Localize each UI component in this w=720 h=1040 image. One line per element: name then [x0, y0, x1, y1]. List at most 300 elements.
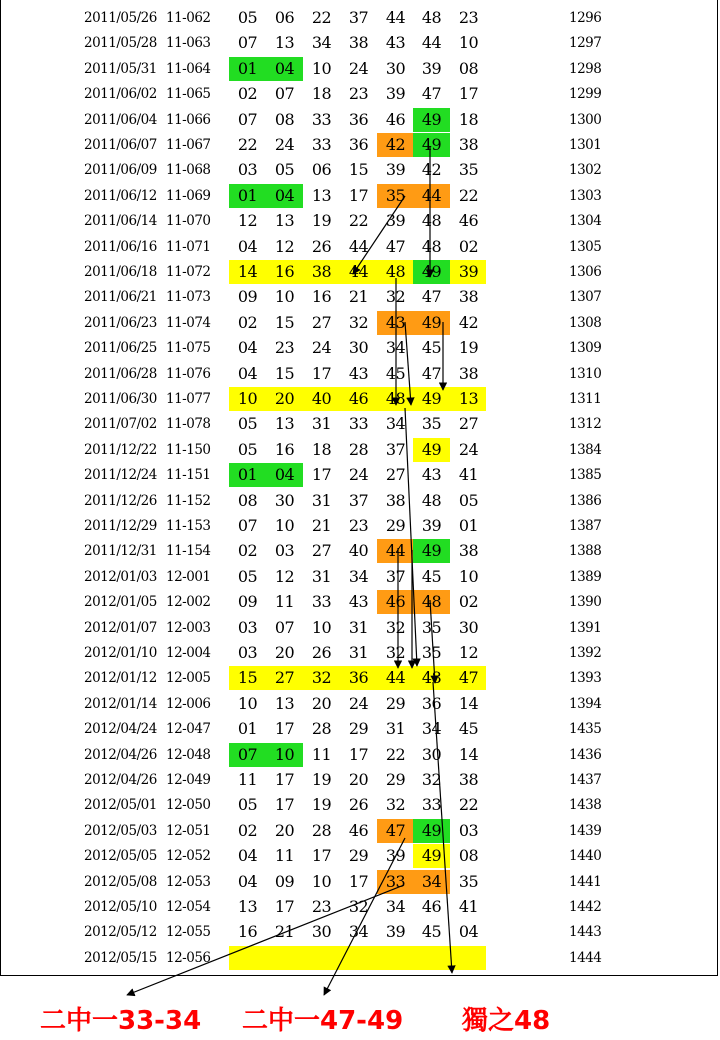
drawn-number: 07 — [237, 516, 258, 535]
issue-code: 11-063 — [166, 35, 211, 52]
table-row — [0, 412, 720, 437]
draw-number: 1442 — [569, 899, 602, 915]
issue-code: 12-006 — [166, 695, 211, 712]
drawn-number: 13 — [274, 33, 295, 53]
draw-number: 1391 — [569, 619, 602, 636]
drawn-number: 21 — [348, 287, 369, 307]
drawn-number: 10 — [274, 516, 295, 535]
draw-date: 2012/05/05 — [84, 848, 157, 865]
issue-code: 11-077 — [166, 391, 211, 407]
drawn-number: 46 — [377, 590, 414, 614]
drawn-number: 17 — [348, 744, 369, 764]
drawn-number: 29 — [385, 770, 406, 789]
issue-code: 12-056 — [166, 949, 211, 966]
drawn-number: 33 — [311, 135, 332, 154]
drawn-number: 19 — [311, 770, 332, 789]
drawn-number: 47 — [377, 819, 414, 843]
drawn-number: 39 — [385, 922, 406, 942]
draw-date: 2011/12/31 — [84, 543, 157, 560]
drawn-number: 48 — [421, 668, 442, 688]
issue-code: 11-062 — [166, 10, 211, 26]
drawn-number: 31 — [311, 414, 332, 434]
draw-number: 1444 — [569, 949, 602, 966]
drawn-number: 34 — [385, 414, 406, 434]
drawn-number: 22 — [458, 795, 479, 815]
drawn-number: 32 — [348, 312, 369, 332]
drawn-number: 46 — [421, 897, 442, 916]
drawn-number: 08 — [274, 109, 295, 129]
table-row — [0, 57, 720, 82]
annotation-labels — [0, 1000, 720, 1040]
drawn-number: 29 — [348, 846, 369, 866]
table-row — [0, 235, 720, 260]
drawn-number — [266, 946, 303, 970]
drawn-number: 44 — [385, 668, 406, 688]
drawn-number — [340, 946, 377, 970]
drawn-number: 29 — [385, 516, 406, 535]
drawn-number: 48 — [385, 262, 406, 281]
drawn-number: 30 — [458, 617, 479, 637]
issue-code: 11-072 — [166, 264, 211, 280]
drawn-number: 36 — [348, 109, 369, 129]
drawn-number: 03 — [458, 820, 479, 840]
drawn-number: 39 — [385, 211, 406, 231]
issue-code: 12-055 — [166, 924, 211, 941]
table-row — [0, 514, 720, 539]
drawn-number: 05 — [274, 160, 295, 180]
drawn-number: 04 — [266, 463, 303, 487]
drawn-number: 03 — [237, 160, 258, 180]
issue-code: 12-048 — [166, 746, 211, 763]
drawn-number: 38 — [311, 262, 332, 281]
drawn-number: 04 — [266, 57, 303, 81]
draw-date: 2011/12/26 — [84, 492, 157, 509]
draw-number: 1302 — [569, 162, 602, 179]
drawn-number: 18 — [458, 109, 479, 129]
drawn-number: 16 — [237, 922, 258, 942]
issue-code: 12-004 — [166, 645, 211, 661]
draw-date: 2011/06/04 — [84, 111, 157, 128]
drawn-number: 40 — [348, 541, 369, 561]
table-row — [0, 438, 720, 463]
draw-number: 1385 — [569, 467, 602, 484]
drawn-number: 24 — [458, 439, 479, 459]
table-row — [0, 362, 720, 387]
draw-date: 2012/05/08 — [84, 873, 157, 890]
drawn-number: 38 — [458, 287, 479, 307]
drawn-number: 05 — [237, 439, 258, 459]
draw-date: 2012/01/07 — [84, 619, 157, 636]
draw-date: 2012/01/14 — [84, 695, 157, 712]
drawn-number: 37 — [385, 566, 406, 586]
drawn-number: 12 — [237, 211, 258, 231]
drawn-number: 16 — [311, 287, 332, 307]
draw-number: 1389 — [569, 568, 602, 585]
draw-date: 2011/12/24 — [84, 467, 157, 484]
drawn-number: 17 — [348, 185, 369, 205]
draw-date: 2011/06/23 — [84, 314, 157, 331]
drawn-number: 23 — [458, 8, 479, 27]
draw-number: 1305 — [569, 238, 602, 255]
drawn-number: 39 — [385, 846, 406, 866]
drawn-number: 22 — [311, 8, 332, 27]
drawn-number: 33 — [421, 795, 442, 815]
issue-code: 12-003 — [166, 619, 211, 636]
drawn-number: 22 — [458, 185, 479, 205]
drawn-number: 15 — [274, 312, 295, 332]
draw-number: 1438 — [569, 797, 602, 814]
drawn-number: 36 — [348, 135, 369, 154]
issue-code: 11-075 — [166, 340, 211, 357]
draw-number: 1296 — [569, 10, 602, 26]
draw-number: 1439 — [569, 822, 602, 839]
drawn-number: 43 — [421, 465, 442, 485]
table-row — [0, 743, 720, 768]
drawn-number: 24 — [348, 58, 369, 78]
drawn-number: 11 — [237, 770, 258, 789]
table-row — [0, 387, 720, 412]
drawn-number: 39 — [385, 160, 406, 180]
issue-code: 11-078 — [166, 416, 211, 433]
drawn-number: 02 — [458, 592, 479, 612]
table-row — [0, 692, 720, 717]
draw-number: 1437 — [569, 772, 602, 788]
draw-date: 2011/12/29 — [84, 518, 157, 534]
issue-code: 11-154 — [166, 543, 211, 560]
drawn-number: 05 — [237, 414, 258, 434]
drawn-number: 20 — [274, 643, 295, 662]
drawn-number: 30 — [274, 490, 295, 510]
drawn-number: 17 — [311, 363, 332, 383]
draw-number: 1298 — [569, 60, 602, 77]
drawn-number: 32 — [385, 287, 406, 307]
drawn-number: 05 — [237, 8, 258, 27]
drawn-number: 29 — [348, 719, 369, 739]
drawn-number: 44 — [377, 539, 414, 563]
drawn-number: 49 — [413, 133, 450, 157]
drawn-number — [413, 946, 450, 970]
draw-number: 1311 — [569, 391, 602, 407]
draw-number: 1301 — [569, 137, 602, 153]
draw-number: 1310 — [569, 365, 602, 382]
drawn-number: 17 — [458, 84, 479, 104]
drawn-number: 42 — [421, 160, 442, 180]
drawn-number: 45 — [421, 566, 442, 586]
drawn-number: 01 — [458, 516, 479, 535]
issue-code: 12-047 — [166, 721, 211, 738]
drawn-number: 02 — [237, 820, 258, 840]
table-row — [0, 311, 720, 336]
issue-code: 11-076 — [166, 365, 211, 382]
table-row — [0, 285, 720, 310]
drawn-number: 33 — [348, 414, 369, 434]
drawn-number: 11 — [274, 592, 295, 612]
drawn-number: 31 — [348, 617, 369, 637]
drawn-number: 44 — [413, 184, 450, 208]
draw-number: 1312 — [569, 416, 602, 433]
drawn-number: 12 — [274, 236, 295, 256]
drawn-number: 42 — [458, 312, 479, 332]
issue-code: 12-052 — [166, 848, 211, 865]
drawn-number: 26 — [348, 795, 369, 815]
drawn-number: 35 — [421, 617, 442, 637]
table-row — [0, 844, 720, 869]
drawn-number: 31 — [311, 566, 332, 586]
drawn-number: 27 — [311, 541, 332, 561]
drawn-number: 32 — [311, 668, 332, 688]
table-row — [0, 666, 720, 691]
drawn-number: 10 — [311, 58, 332, 78]
drawn-number: 38 — [385, 490, 406, 510]
drawn-number: 34 — [348, 922, 369, 942]
table-row — [0, 717, 720, 742]
drawn-number: 32 — [421, 770, 442, 789]
drawn-number: 05 — [237, 566, 258, 586]
draw-date: 2011/05/31 — [84, 60, 157, 77]
draw-date: 2012/01/10 — [84, 645, 157, 661]
drawn-number: 38 — [458, 541, 479, 561]
drawn-number: 46 — [458, 211, 479, 231]
issue-code: 12-001 — [166, 568, 211, 585]
table-row — [0, 920, 720, 945]
drawn-number: 19 — [458, 338, 479, 358]
draw-date: 2012/04/26 — [84, 772, 157, 788]
drawn-number: 45 — [421, 338, 442, 358]
drawn-number: 11 — [274, 846, 295, 866]
drawn-number: 32 — [385, 643, 406, 662]
drawn-number: 49 — [413, 539, 450, 563]
drawn-number: 02 — [237, 84, 258, 104]
issue-code: 11-066 — [166, 111, 211, 128]
draw-date: 2011/06/16 — [84, 238, 157, 255]
draw-number: 1394 — [569, 695, 602, 712]
drawn-number: 47 — [385, 236, 406, 256]
drawn-number: 22 — [348, 211, 369, 231]
draw-date: 2012/01/12 — [84, 670, 157, 687]
issue-code: 11-074 — [166, 314, 211, 331]
label-pair-47-49: 二中一47-49 — [242, 1006, 404, 1036]
drawn-number: 30 — [385, 58, 406, 78]
label-pair-33-34: 二中一33-34 — [40, 1006, 202, 1036]
drawn-number: 17 — [274, 770, 295, 789]
draw-number: 1384 — [569, 441, 602, 458]
drawn-number: 33 — [377, 870, 414, 894]
drawn-number: 48 — [421, 236, 442, 256]
issue-code: 12-053 — [166, 873, 211, 890]
draw-date: 2011/06/14 — [84, 213, 157, 230]
draw-number: 1306 — [569, 264, 602, 280]
drawn-number: 10 — [458, 33, 479, 53]
drawn-number: 23 — [274, 338, 295, 358]
drawn-number: 04 — [237, 871, 258, 891]
issue-code: 12-054 — [166, 899, 211, 915]
drawn-number: 27 — [385, 465, 406, 485]
drawn-number: 49 — [413, 108, 450, 132]
issue-code: 12-002 — [166, 594, 211, 611]
draw-number: 1307 — [569, 289, 602, 306]
drawn-number: 26 — [311, 236, 332, 256]
drawn-number: 01 — [229, 57, 266, 81]
drawn-number: 37 — [385, 439, 406, 459]
drawn-number: 38 — [458, 363, 479, 383]
drawn-number: 48 — [413, 590, 450, 614]
drawn-number: 05 — [237, 795, 258, 815]
drawn-number: 23 — [311, 897, 332, 916]
table-row — [0, 565, 720, 590]
drawn-number: 23 — [348, 516, 369, 535]
draw-number: 1303 — [569, 187, 602, 204]
drawn-number: 04 — [458, 922, 479, 942]
drawn-number: 30 — [421, 744, 442, 764]
drawn-number: 08 — [458, 58, 479, 78]
drawn-number: 49 — [413, 260, 450, 284]
drawn-number: 34 — [311, 33, 332, 53]
drawn-number — [450, 946, 487, 970]
drawn-number: 09 — [237, 287, 258, 307]
issue-code: 11-151 — [166, 467, 211, 484]
drawn-number: 34 — [385, 897, 406, 916]
drawn-number: 01 — [229, 184, 266, 208]
issue-code: 11-070 — [166, 213, 211, 230]
drawn-number: 11 — [311, 744, 332, 764]
drawn-number: 32 — [385, 617, 406, 637]
drawn-number: 46 — [348, 820, 369, 840]
drawn-number: 38 — [348, 33, 369, 53]
draw-date: 2011/06/02 — [84, 86, 157, 103]
drawn-number: 45 — [421, 922, 442, 942]
drawn-number: 15 — [348, 160, 369, 180]
drawn-number: 38 — [458, 770, 479, 789]
drawn-number: 07 — [229, 743, 266, 767]
drawn-number: 17 — [274, 897, 295, 916]
drawn-number: 39 — [458, 262, 479, 281]
drawn-number: 39 — [421, 516, 442, 535]
drawn-number: 17 — [348, 871, 369, 891]
drawn-number: 28 — [348, 439, 369, 459]
drawn-number: 20 — [311, 693, 332, 713]
drawn-number: 07 — [274, 84, 295, 104]
drawn-number: 10 — [311, 617, 332, 637]
draw-number: 1387 — [569, 518, 602, 534]
issue-code: 12-049 — [166, 772, 211, 788]
drawn-number: 03 — [274, 541, 295, 561]
drawn-number: 31 — [348, 643, 369, 662]
drawn-number: 39 — [421, 58, 442, 78]
drawn-number: 43 — [377, 311, 414, 335]
drawn-number: 23 — [348, 84, 369, 104]
drawn-number: 48 — [421, 211, 442, 231]
drawn-number — [303, 946, 340, 970]
drawn-number: 17 — [311, 465, 332, 485]
drawn-number: 40 — [311, 389, 332, 408]
issue-code: 12-050 — [166, 797, 211, 814]
drawn-number: 36 — [421, 693, 442, 713]
drawn-number: 03 — [237, 643, 258, 662]
drawn-number: 44 — [348, 262, 369, 281]
drawn-number: 47 — [421, 287, 442, 307]
drawn-number: 33 — [311, 592, 332, 612]
drawn-number: 44 — [348, 236, 369, 256]
drawn-number: 48 — [421, 490, 442, 510]
draw-date: 2012/04/26 — [84, 746, 157, 763]
table-row — [0, 641, 720, 666]
drawn-number: 10 — [458, 566, 479, 586]
draw-date: 2012/01/03 — [84, 568, 157, 585]
draw-date: 2011/06/30 — [84, 391, 157, 407]
draw-date: 2011/05/28 — [84, 35, 157, 52]
drawn-number: 42 — [377, 133, 414, 157]
drawn-number: 41 — [458, 465, 479, 485]
drawn-number: 02 — [237, 541, 258, 561]
drawn-number: 24 — [274, 135, 295, 154]
table-row — [0, 819, 720, 844]
drawn-number: 27 — [458, 414, 479, 434]
drawn-number: 24 — [311, 338, 332, 358]
drawn-number: 43 — [348, 592, 369, 612]
drawn-number: 33 — [311, 109, 332, 129]
drawn-number: 13 — [274, 211, 295, 231]
drawn-number: 06 — [274, 8, 295, 27]
drawn-number: 35 — [421, 414, 442, 434]
draw-date: 2011/05/26 — [84, 10, 157, 26]
issue-code: 11-152 — [166, 492, 211, 509]
drawn-number: 13 — [311, 185, 332, 205]
drawn-number: 13 — [458, 389, 479, 408]
drawn-number: 49 — [413, 438, 450, 462]
drawn-number: 35 — [458, 871, 479, 891]
issue-code: 11-064 — [166, 60, 211, 77]
draw-number: 1435 — [569, 721, 602, 738]
issue-code: 11-068 — [166, 162, 211, 179]
drawn-number: 29 — [385, 693, 406, 713]
drawn-number: 34 — [348, 566, 369, 586]
draw-date: 2011/06/21 — [84, 289, 157, 306]
drawn-number: 04 — [237, 846, 258, 866]
drawn-number: 38 — [458, 135, 479, 154]
draw-number: 1392 — [569, 645, 602, 661]
drawn-number: 06 — [311, 160, 332, 180]
draw-date: 2011/06/09 — [84, 162, 157, 179]
drawn-number — [377, 946, 414, 970]
draw-date: 2012/05/15 — [84, 949, 157, 966]
drawn-number: 46 — [385, 109, 406, 129]
draw-date: 2012/05/01 — [84, 797, 157, 814]
drawn-number: 10 — [266, 743, 303, 767]
table-row — [0, 108, 720, 133]
issue-code: 11-065 — [166, 86, 211, 103]
drawn-number: 39 — [385, 84, 406, 104]
drawn-number: 13 — [274, 693, 295, 713]
table-row — [0, 133, 720, 158]
drawn-number: 31 — [385, 719, 406, 739]
table-row — [0, 895, 720, 920]
drawn-number: 10 — [237, 389, 258, 408]
drawn-number: 27 — [274, 668, 295, 688]
draw-number: 1309 — [569, 340, 602, 357]
issue-code: 11-071 — [166, 238, 211, 255]
draw-number: 1388 — [569, 543, 602, 560]
drawn-number: 15 — [237, 668, 258, 688]
drawn-number: 34 — [421, 719, 442, 739]
drawn-number: 04 — [237, 338, 258, 358]
drawn-number: 12 — [458, 643, 479, 662]
drawn-number: 34 — [413, 870, 450, 894]
drawn-number: 16 — [274, 439, 295, 459]
drawn-number: 48 — [385, 389, 406, 408]
draw-number: 1386 — [569, 492, 602, 509]
draw-number: 1297 — [569, 35, 602, 52]
drawn-number: 17 — [274, 719, 295, 739]
